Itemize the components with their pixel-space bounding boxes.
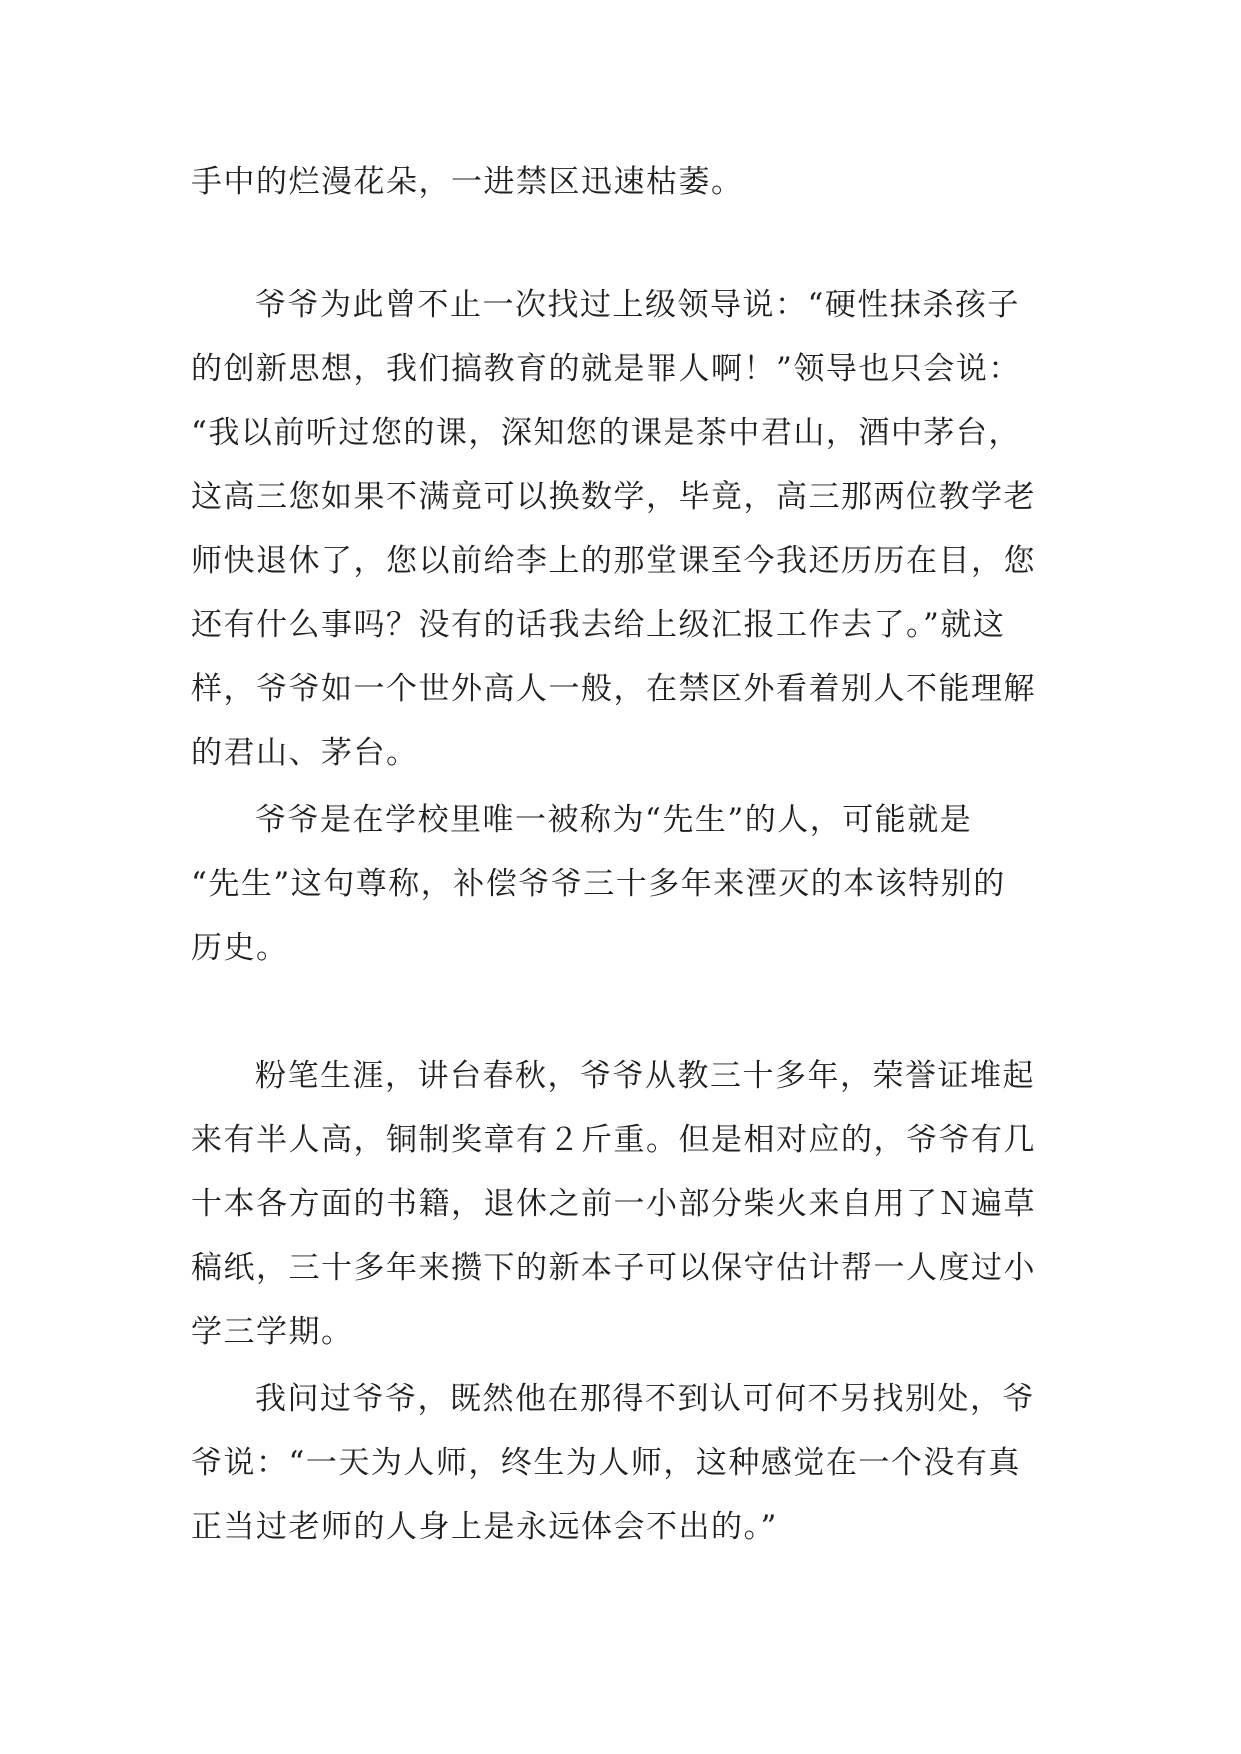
paragraph-line: 的君山、茅台。 [191, 735, 419, 771]
paragraph-line: 历史。 [191, 930, 289, 966]
paragraph-line: 十本各方面的书籍，退休之前一小部分柴火来自用了Ｎ遍草 [191, 1186, 1036, 1222]
paragraph-line: 样，爷爷如一个世外高人一般，在禁区外看着别人不能理解 [191, 671, 1036, 707]
paragraph-continuation [191, 150, 1051, 214]
paragraph-career [191, 1044, 1051, 1364]
paragraph-line: 粉笔生涯，讲台春秋，爷爷从教三十多年，荣誉证堆起 [255, 1058, 1035, 1094]
paragraph-line: 爷说：“一天为人师，终生为人师，这种感觉在一个没有真 [191, 1445, 1021, 1481]
paragraph-line: 的创新思想，我们搞教育的就是罪人啊！”领导也只会说： [191, 351, 1021, 387]
paragraph-line: 师快退休了，您以前给李上的那堂课至今我还历历在目，您 [191, 543, 1036, 579]
paragraph-line: 正当过老师的人身上是永远体会不出的。” [191, 1509, 778, 1545]
paragraph-honorific [191, 788, 1051, 980]
paragraph-line: 这高三您如果不满竟可以换数学，毕竟，高三那两位教学老 [191, 479, 1036, 515]
paragraph-line: 手中的烂漫花朵，一进禁区迅速枯萎。 [191, 164, 744, 200]
paragraph-line: “我以前听过您的课，深知您的课是茶中君山，酒中茅台， [191, 415, 1021, 451]
paragraph-line: 爷爷是在学校里唯一被称为“先生”的人，可能就是 [255, 802, 973, 838]
paragraph-line: 来有半人高，铜制奖章有２斤重。但是相对应的，爷爷有几 [191, 1122, 1036, 1158]
paragraph-line: 还有什么事吗？没有的话我去给上级汇报工作去了。”就这 [191, 607, 1006, 643]
paragraph-line: 学三学期。 [191, 1314, 354, 1350]
paragraph-line: 爷爷为此曾不止一次找过上级领导说：“硬性抹杀孩子 [255, 287, 1020, 323]
paragraph-line: 我问过爷爷，既然他在那得不到认可何不另找别处，爷 [255, 1381, 1035, 1417]
paragraph-line: 稿纸，三十多年来攒下的新本子可以保守估计帮一人度过小 [191, 1250, 1036, 1286]
paragraph-grandfather-complaint [191, 273, 1051, 785]
paragraph-line: “先生”这句尊称，补偿爷爷三十多年来湮灭的本该特别的 [191, 866, 1006, 902]
paragraph-conversation [191, 1367, 1051, 1559]
